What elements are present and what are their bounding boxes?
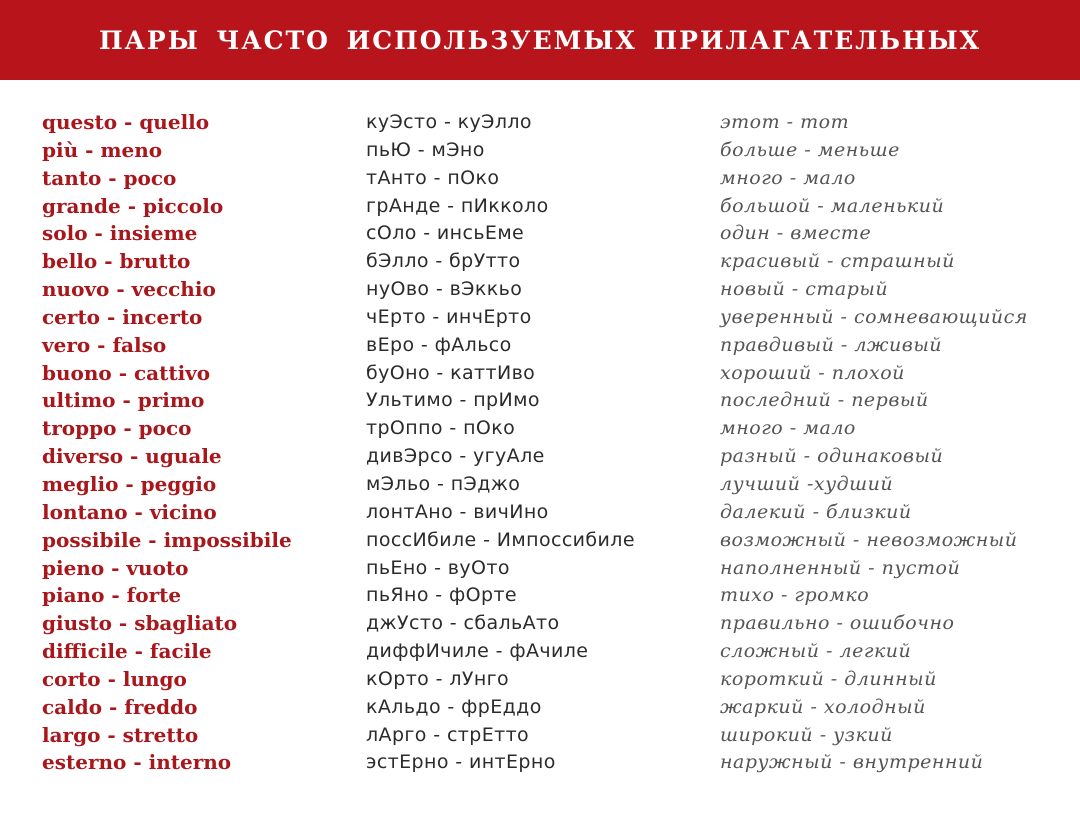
pronunciation-pair: пьЯно - фОрте	[366, 584, 518, 607]
pronunciation-pair: лонтАно - вичИно	[366, 500, 549, 523]
italian-pair: nuovo - vecchio	[42, 277, 216, 302]
vocabulary-row	[0, 637, 1080, 665]
italian-pair: buono - cattivo	[42, 360, 211, 385]
pronunciation-pair: нуОво - вЭккьо	[366, 278, 523, 301]
italian-pair: bello - brutto	[42, 249, 191, 274]
vocabulary-row	[0, 693, 1080, 721]
vocabulary-row	[0, 303, 1080, 331]
translation-pair: уверенный - сомневающийся	[720, 305, 1028, 328]
translation-pair: наружный - внутренний	[720, 751, 984, 774]
translation-pair: широкий - узкий	[720, 723, 893, 746]
translation-pair: один - вместе	[720, 222, 872, 245]
italian-pair: corto - lungo	[42, 666, 187, 691]
pronunciation-pair: эстЕрно - интЕрно	[366, 751, 556, 774]
translation-pair: лучший -худший	[720, 472, 894, 495]
translation-pair: последний - первый	[720, 389, 929, 412]
pronunciation-pair: кОрто - лУнго	[366, 667, 510, 690]
pronunciation-pair: пьЕно - вуОто	[366, 556, 510, 579]
translation-pair: красивый - страшный	[720, 250, 955, 273]
pronunciation-pair: кАльдо - фрЕддо	[366, 695, 542, 718]
vocabulary-row	[0, 665, 1080, 693]
translation-pair: сложный - легкий	[720, 640, 912, 663]
italian-pair: diverso - uguale	[42, 444, 222, 469]
vocabulary-row	[0, 442, 1080, 470]
translation-pair: больше - меньше	[720, 138, 900, 161]
italian-pair: pieno - vuoto	[42, 555, 189, 580]
italian-pair: grande - piccolo	[42, 193, 224, 218]
italian-pair: possibile - impossibile	[42, 527, 292, 552]
header-banner	[0, 0, 1080, 80]
vocabulary-row	[0, 609, 1080, 637]
translation-pair: хороший - плохой	[720, 361, 905, 384]
translation-pair: много - мало	[720, 166, 856, 189]
pronunciation-pair: буОно - каттИво	[366, 361, 536, 384]
translation-pair: короткий - длинный	[720, 667, 937, 690]
pronunciation-pair: дивЭрсо - угуАле	[366, 445, 545, 468]
vocabulary-row	[0, 581, 1080, 609]
italian-pair: caldo - freddo	[42, 694, 198, 719]
pronunciation-pair: чЕрто - инчЕрто	[366, 305, 532, 328]
vocabulary-row	[0, 219, 1080, 247]
pronunciation-pair: диффИчиле - фАчиле	[366, 640, 589, 663]
pronunciation-pair: лАрго - стрЕтто	[366, 723, 530, 746]
vocabulary-row	[0, 526, 1080, 554]
italian-pair: largo - stretto	[42, 722, 199, 747]
vocabulary-row	[0, 470, 1080, 498]
italian-pair: più - meno	[42, 137, 163, 162]
pronunciation-pair: Ультимо - прИмо	[366, 389, 540, 412]
pronunciation-pair: трОппо - пОко	[366, 417, 516, 440]
pronunciation-pair: поссИбиле - Импоссибиле	[366, 528, 635, 551]
translation-pair: далекий - близкий	[720, 500, 912, 523]
translation-pair: много - мало	[720, 417, 856, 440]
italian-pair: ultimo - primo	[42, 388, 205, 413]
translation-pair: разный - одинаковый	[720, 445, 944, 468]
italian-pair: tanto - poco	[42, 165, 177, 190]
translation-pair: новый - старый	[720, 278, 889, 301]
translation-pair: этот - тот	[720, 111, 850, 133]
translation-pair: наполненный - пустой	[720, 556, 961, 579]
pronunciation-pair: куЭсто - куЭлло	[366, 111, 532, 133]
pronunciation-pair: вЕро - фАльсо	[366, 333, 512, 356]
vocabulary-row	[0, 331, 1080, 359]
page-title: ПАРЫ ЧАСТО ИСПОЛЬЗУЕМЫХ ПРИЛАГАТЕЛЬНЫХ	[98, 25, 982, 55]
vocabulary-row	[0, 247, 1080, 275]
italian-pair: solo - insieme	[42, 221, 198, 246]
italian-pair: difficile - facile	[42, 639, 212, 664]
vocabulary-row	[0, 721, 1080, 749]
vocabulary-row	[0, 498, 1080, 526]
vocabulary-row	[0, 275, 1080, 303]
translation-pair: правильно - ошибочно	[720, 612, 955, 635]
translation-pair: тихо - громко	[720, 584, 870, 607]
vocabulary-row	[0, 136, 1080, 164]
vocabulary-row	[0, 164, 1080, 192]
italian-pair: questo - quello	[42, 110, 210, 134]
pronunciation-pair: бЭлло - брУтто	[366, 250, 521, 273]
pronunciation-pair: джУсто - сбальАто	[366, 612, 560, 635]
translation-pair: возможный - невозможный	[720, 528, 1018, 551]
italian-pair: certo - incerto	[42, 304, 203, 329]
translation-pair: жаркий - холодный	[720, 695, 926, 718]
vocabulary-row	[0, 108, 1080, 136]
pronunciation-pair: сОло - инсьЕме	[366, 222, 525, 245]
vocabulary-row	[0, 386, 1080, 414]
vocabulary-table	[0, 108, 1080, 776]
pronunciation-pair: грАнде - пИкколо	[366, 194, 549, 217]
italian-pair: vero - falso	[42, 332, 167, 357]
italian-pair: meglio - peggio	[42, 471, 217, 496]
italian-pair: troppo - poco	[42, 416, 192, 441]
italian-pair: esterno - interno	[42, 750, 232, 775]
pronunciation-pair: тАнто - пОко	[366, 166, 500, 189]
vocabulary-row	[0, 359, 1080, 387]
pronunciation-pair: пьЮ - мЭно	[366, 138, 485, 161]
vocabulary-row	[0, 554, 1080, 582]
italian-pair: piano - forte	[42, 583, 182, 608]
vocabulary-row	[0, 192, 1080, 220]
vocabulary-row	[0, 414, 1080, 442]
translation-pair: правдивый - лживый	[720, 333, 943, 356]
pronunciation-pair: мЭльо - пЭджо	[366, 472, 521, 495]
translation-pair: большой - маленький	[720, 194, 945, 217]
italian-pair: giusto - sbagliato	[42, 611, 238, 636]
vocabulary-row	[0, 748, 1080, 776]
italian-pair: lontano - vicino	[42, 499, 217, 524]
